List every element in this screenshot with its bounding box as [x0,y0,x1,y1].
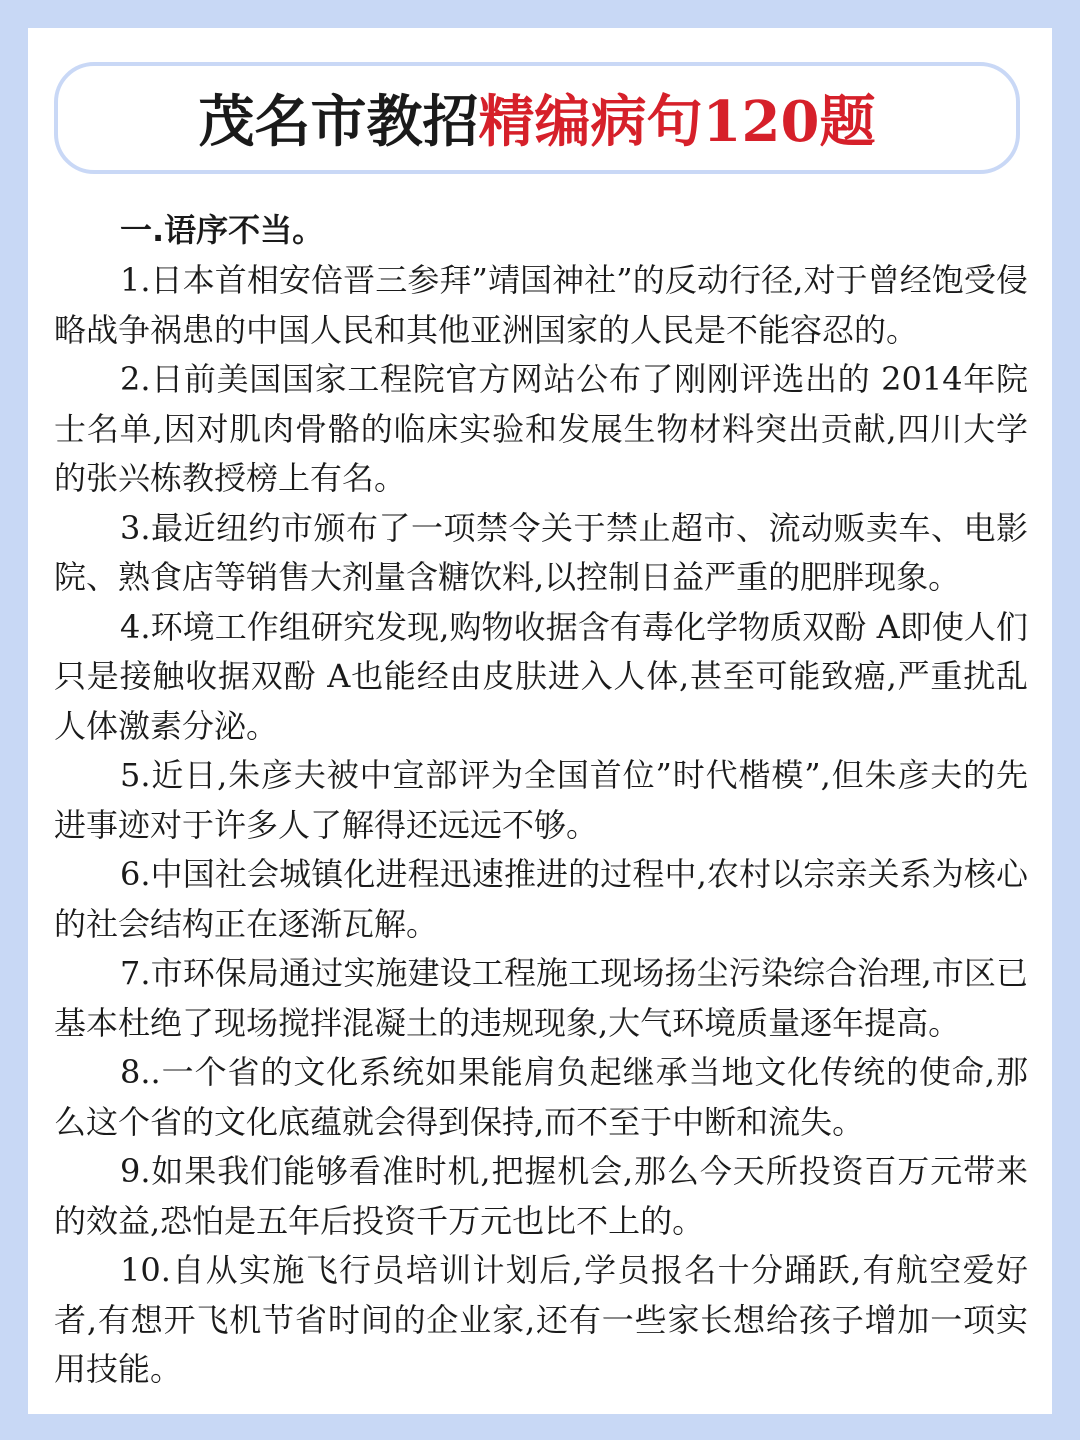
question-item-10: 10.自从实施飞行员培训计划后,学员报名十分踊跃,有航空爱好者,有想开飞机节省时间的企业家,还有一些家长想给孩子增加一项实用技能。 [54,1251,1028,1388]
question-item-8: 8..一个省的文化系统如果能肩负起继承当地文化传统的使命,那么这个省的文化底蕴就会得到保持,而不至于中断和流失。 [54,1053,1028,1141]
question-item-5: 5.近日,朱彦夫被中宣部评为全国首位”时代楷模”,但朱彦夫的先进事迹对于许多人了解得还远远不够。 [54,756,1028,844]
title-highlight: 精编病句120题 [478,89,876,155]
page-title [199,78,876,158]
question-section [54,204,1028,1395]
question-item-1: 1.日本首相安倍晋三参拜”靖国神社”的反动行径,对于曾经饱受侵略战争祸患的中国人民和其他亚洲国家的人民是不能容忍的。 [54,261,1028,349]
title-banner [54,62,1020,174]
question-item-2: 2.日前美国国家工程院官方网站公布了刚刚评选出的 2014年院士名单,因对肌肉骨骼的临床实验和发展生物材料突出贡献,四川大学的张兴栋教授榜上有名。 [54,360,1028,497]
question-item-6: 6.中国社会城镇化进程迅速推进的过程中,农村以宗亲关系为核心的社会结构正在逐渐瓦解。 [54,855,1028,943]
question-item-4: 4.环境工作组研究发现,购物收据含有毒化学物质双酚 A即使人们只是接触收据双酚 A也能经由皮肤进入人体,甚至可能致癌,严重扰乱人体激素分泌。 [54,607,1028,745]
question-item-3: 3.最近纽约市颁布了一项禁令关于禁止超市、流动贩卖车、电影院、熟食店等销售大剂量含糖饮料,以控制日益严重的肥胖现象。 [54,508,1028,596]
page-card [28,28,1052,1414]
title-prefix: 茂名市教招 [198,89,479,155]
question-item-7: 7.市环保局通过实施建设工程施工现场扬尘污染综合治理,市区已基本杜绝了现场搅拌混凝土的违规现象,大气环境质量逐年提高。 [54,954,1028,1042]
question-item-9: 9.如果我们能够看准时机,把握机会,那么今天所投资百万元带来的效益,恐怕是五年后投资千万元也比不上的。 [54,1152,1028,1240]
section-heading: 一.语序不当。 [120,211,325,249]
